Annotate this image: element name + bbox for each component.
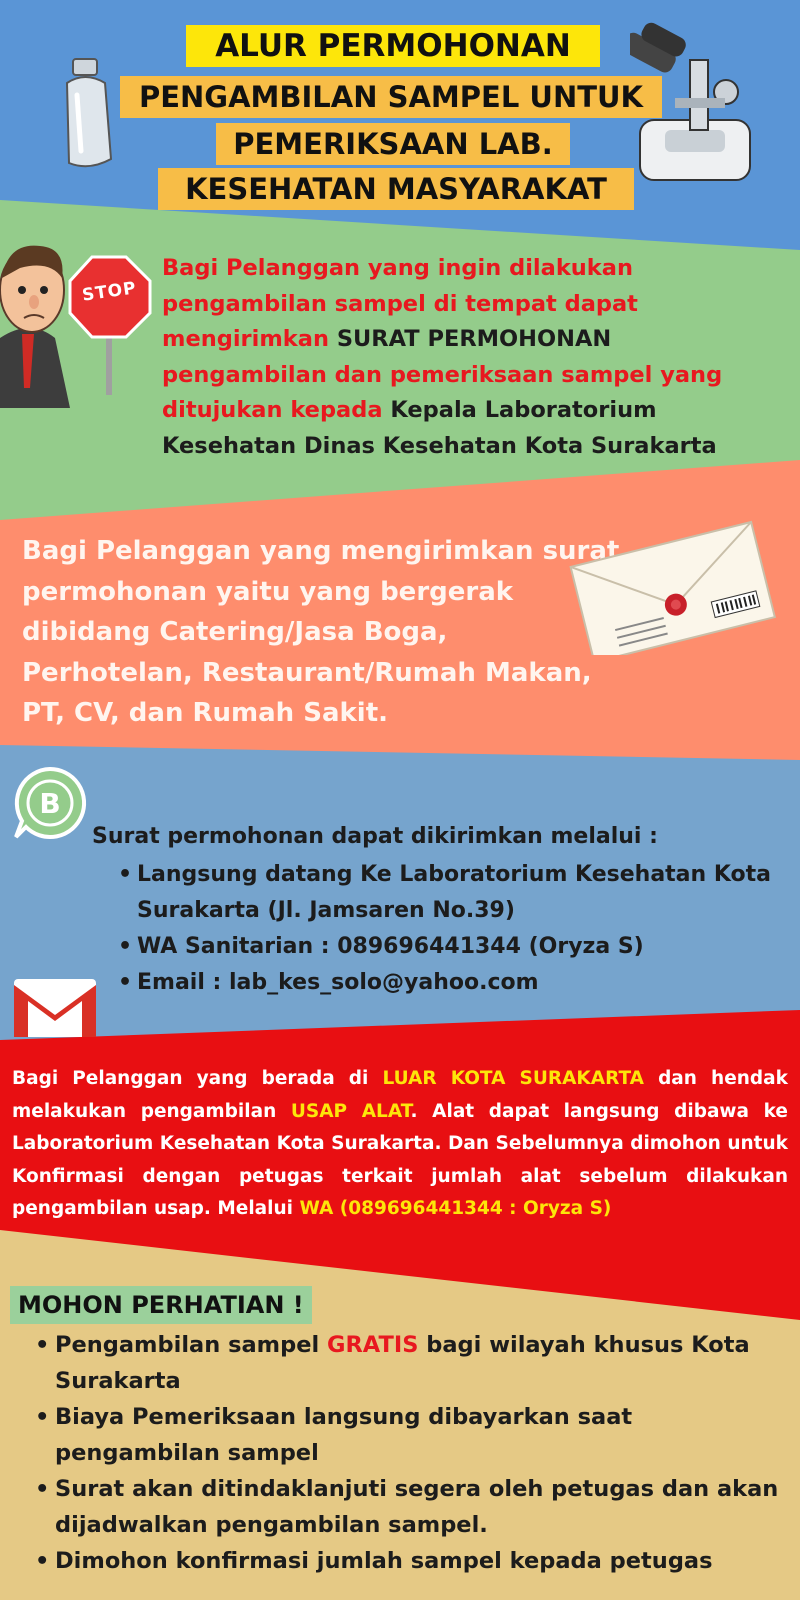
gmail-icon (12, 975, 98, 1041)
list-item: • Email : lab_kes_solo@yahoo.com (118, 965, 788, 1001)
list-item: • Langsung datang Ke Laboratorium Kesehatan Kota Surakarta (Jl. Jamsaren No.39) (118, 857, 788, 929)
section5-p1-highlight: LUAR KOTA SURAKARTA (382, 1068, 644, 1089)
section5-p2-highlight: USAP ALAT (290, 1100, 411, 1122)
envelope-icon (566, 515, 778, 655)
item1-highlight: GRATIS (327, 1332, 419, 1358)
header-title-line2: PENGAMBILAN SAMPEL UNTUK (120, 76, 662, 118)
bottle-icon (55, 55, 125, 175)
svg-text:B: B (39, 787, 61, 820)
section2-part1: Bagi Pelanggan yang ingin dilakukan pengambilan sampel di tempat dapat mengirimkan (162, 255, 638, 352)
list-item: • Biaya Pemeriksaan langsung dibayarkan saat pengambilan sampel (35, 1399, 795, 1471)
item1-text-b: bagi wilayah khusus Kota Surakarta (55, 1332, 750, 1394)
header-title-line3: PEMERIKSAAN LAB. (216, 123, 570, 165)
notice-heading: MOHON PERHATIAN ! (10, 1286, 312, 1324)
item1-text-a: Pengambilan sampel (55, 1332, 320, 1358)
list-item (35, 1327, 795, 1399)
section5-text (12, 1063, 788, 1226)
list-item: • Dimohon konfirmasi jumlah sampel kepada petugas (35, 1543, 795, 1579)
section3-text: Bagi Pelanggan yang mengirimkan surat permohonan yaitu yang bergerak dibidang Catering/Jasa Boga, Perhotelan, Restaurant/Rumah Makan, PT, CV, dan Rumah Sakit. (22, 536, 620, 728)
section4-heading: Surat permohonan dapat dikirimkan melalui : (92, 824, 658, 849)
stop-sign-icon (68, 255, 152, 395)
section2-part2: SURAT PERMOHONAN (336, 326, 612, 352)
whatsapp-business-icon (12, 765, 88, 841)
section4-list (118, 857, 788, 1001)
section2-part4: Kepala Laboratorium Kesehatan Dinas Kesehatan Kota Surakarta (162, 397, 717, 459)
section5-p1: Bagi Pelanggan yang berada di (12, 1068, 369, 1089)
header-title-line4: KESEHATAN MASYARAKAT (158, 168, 634, 210)
section2-part3: pengambilan dan pemeriksaan sampel yang ditujukan kepada (162, 361, 723, 423)
section6-list (35, 1327, 795, 1579)
section5-p3-highlight: WA (089696441344 : Oryza S) (299, 1198, 612, 1219)
list-item: • Surat akan ditindaklanjuti segera oleh petugas dan akan dijadwalkan pengambilan sampel. (35, 1471, 795, 1543)
section5-p2: dan hendak melakukan pengambilan (12, 1068, 788, 1122)
header-title-line1: ALUR PERMOHONAN (186, 25, 600, 67)
stop-sign-label: STOP (80, 278, 138, 306)
section5-p3: . Alat dapat langsung dibawa ke Laboratorium Kesehatan Kota Surakarta. Dan Sebelumnya dimohon untuk Konfirmasi dengan petugas terkait jumlah alat sebelum dilakukan pengambilan usap. Melalui (12, 1100, 788, 1219)
list-item: • WA Sanitarian : 089696441344 (Oryza S) (118, 929, 788, 965)
section2-text (162, 251, 772, 464)
